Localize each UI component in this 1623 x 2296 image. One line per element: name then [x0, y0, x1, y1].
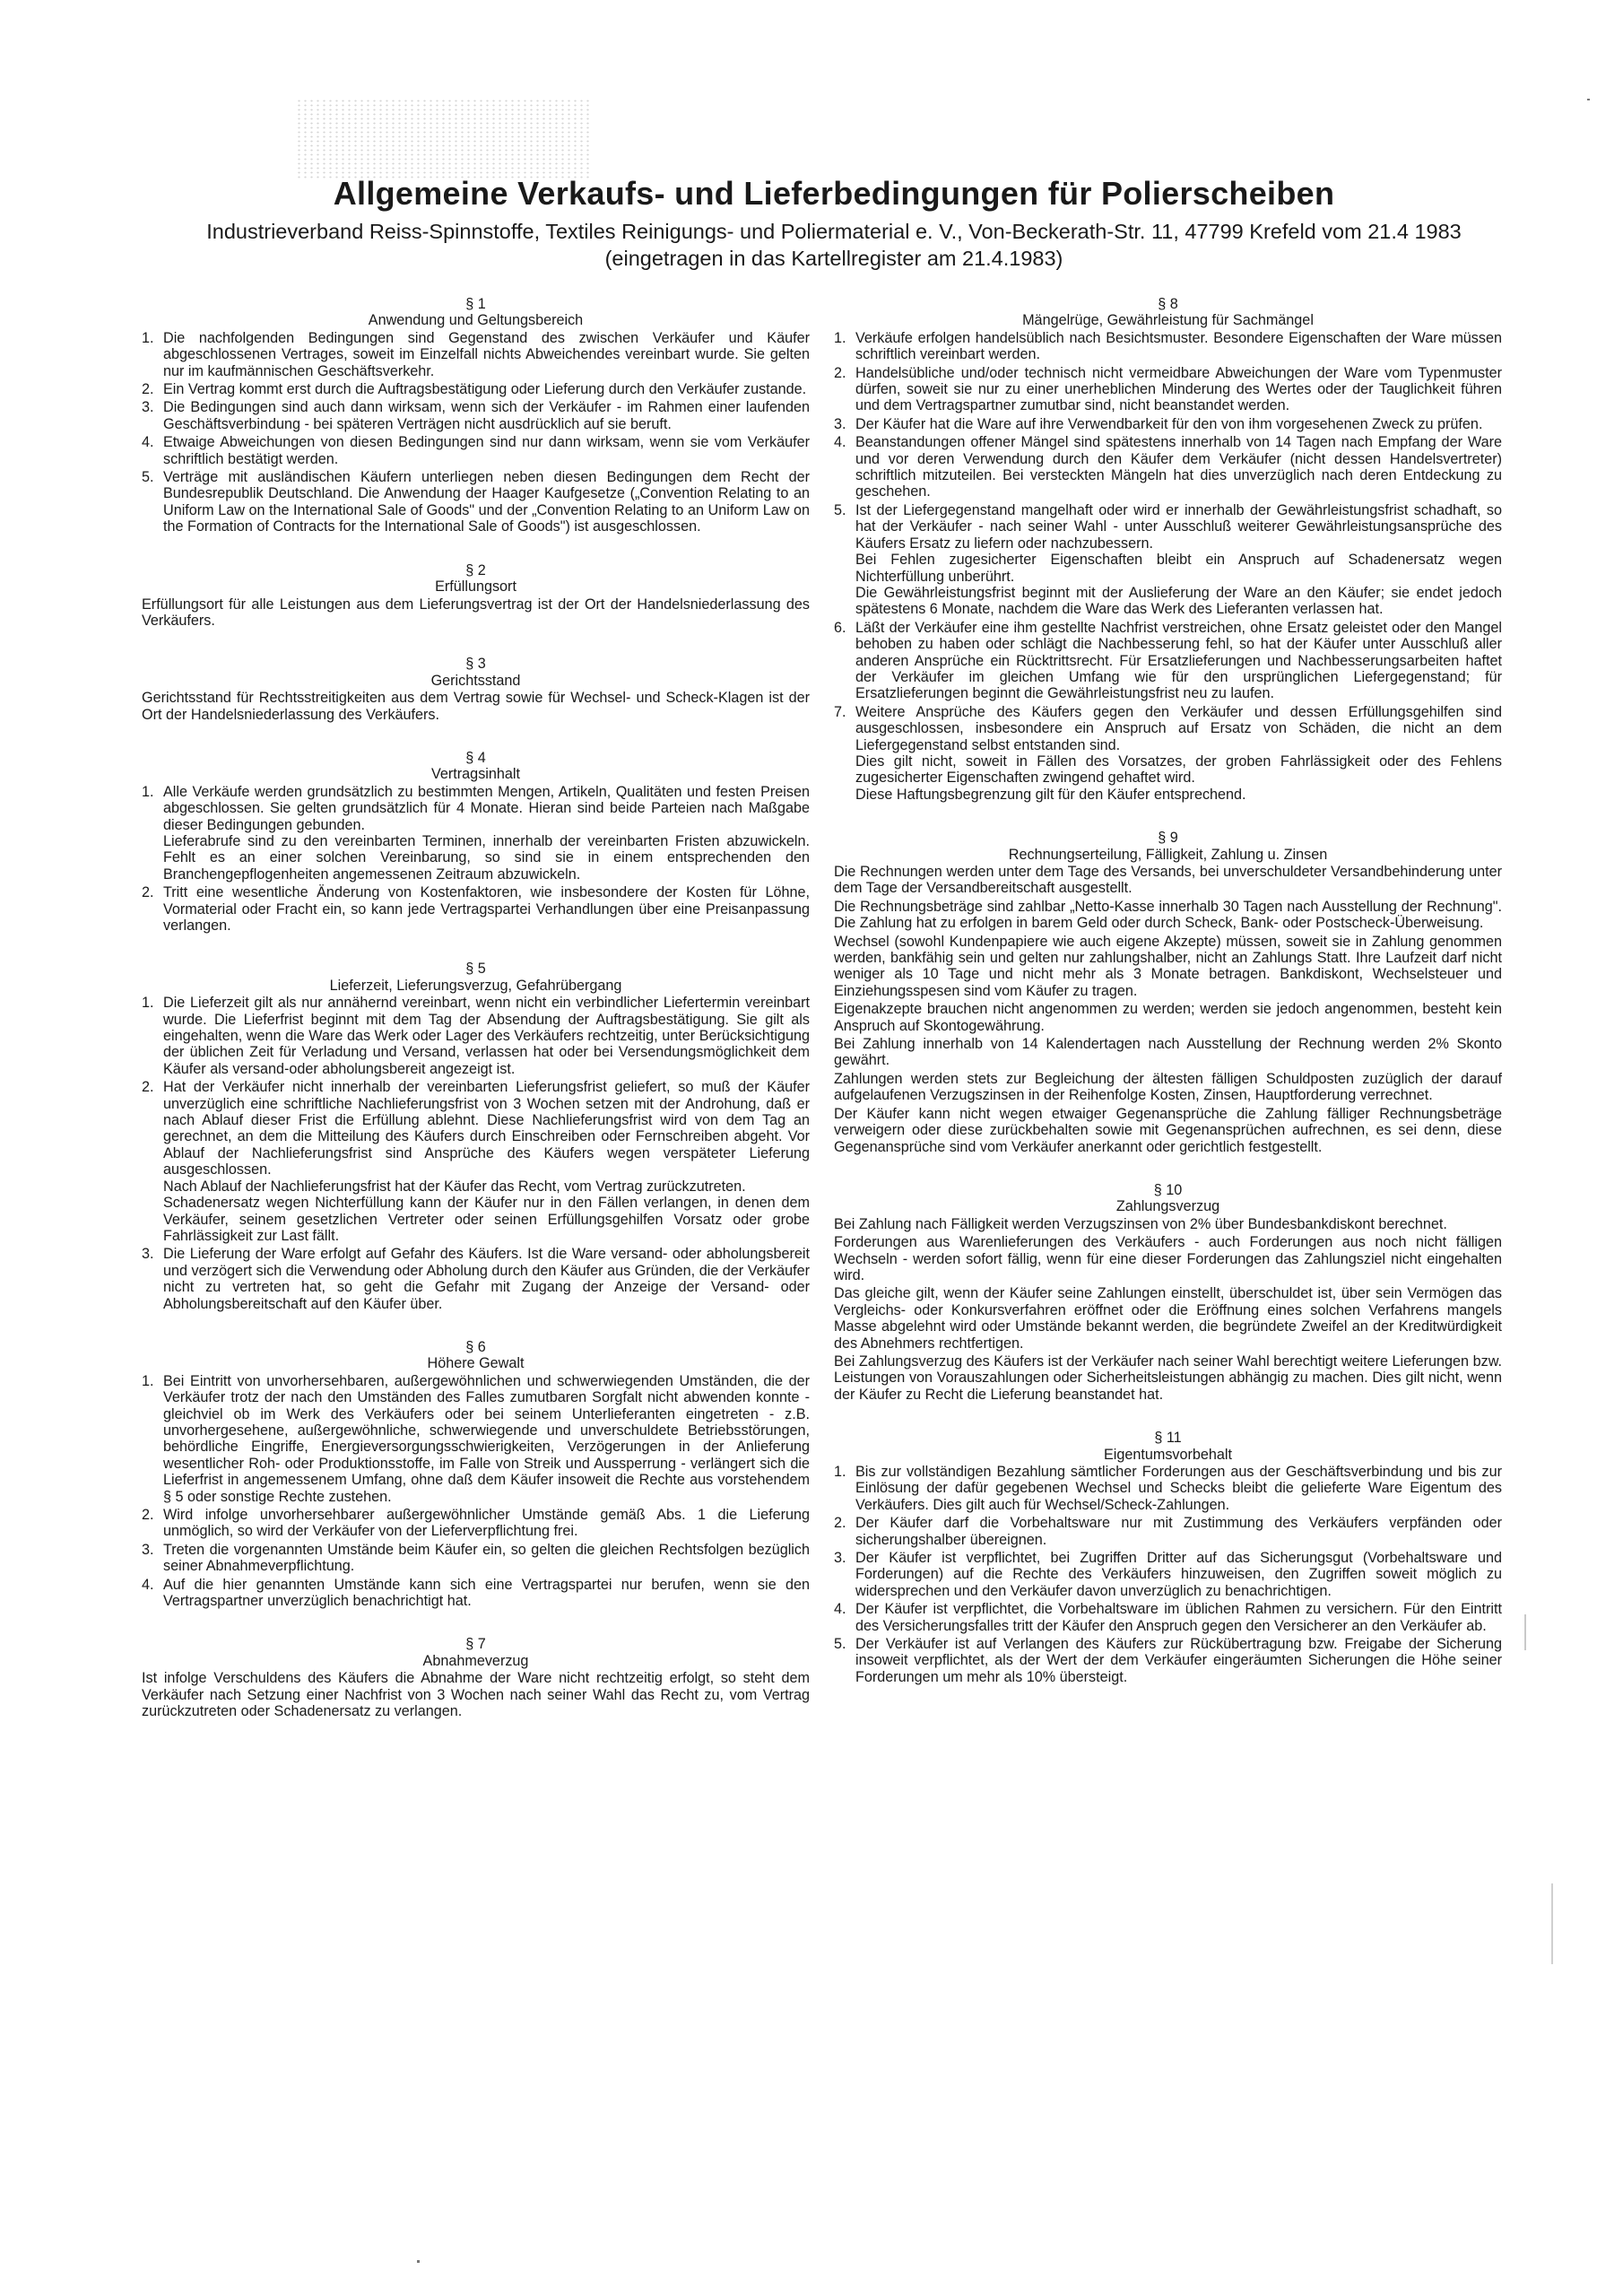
section-number: § 11 — [1154, 1430, 1182, 1447]
clause-text: Läßt der Verkäufer eine ihm gestellte Nachfrist verstreichen, ohne Ersatz geleistet oder den Mangel behoben zu haben oder schlägt die Nachbesserung fehl, so hat der Käufer unter Ausschluß aller anderen Ansprüche ein Rücktrittsrecht. Für Ersatzlieferungen und Nachbesserungsarbeiten haftet der Verkäufer im gleichen Umfang wie für den ursprünglichen Liefergegenstand; für Ersatzlieferungen beginnt die Gewährleistungsfrist neu zu laufen. — [855, 619, 1502, 702]
clause-text: Die nachfolgenden Bedingungen sind Gegenstand des zwischen Verkäufer und Käufer abgeschlossenen Vertrages, soweit im Einzelfall nichts Abweichendes vereinbart wurde. Sie gelten nur im kaufmännischen Geschäftsverkehr. — [163, 329, 810, 379]
clause — [142, 330, 810, 379]
clause-text: Der Käufer darf die Vorbehaltsware nur mit Zustimmung des Verkäufers verpfänden oder sicherungshalber übereignen. — [855, 1515, 1502, 1548]
scan-speck — [1551, 1883, 1553, 1964]
clause-number: 3. — [834, 415, 846, 432]
section-paragraph: Die Rechnungsbeträge sind zahlbar „Netto-Kasse innerhalb 30 Tagen nach Ausstellung der Rechnung". Die Zahlung hat zu erfolgen in barem Geld oder durch Scheck, Bank- oder Postscheck-Überweisung. — [834, 898, 1502, 932]
clause-text: Verkäufe erfolgen handelsüblich nach Besichtsmuster. Besondere Eigenschaften der Ware müssen schriftlich vereinbart werden. — [855, 329, 1502, 363]
section-8 — [834, 296, 1502, 803]
section-paragraph: Bei Zahlung nach Fälligkeit werden Verzugszinsen von 2% über Bundesbankdiskont berechnet. — [834, 1215, 1447, 1232]
section-title: Lieferzeit, Lieferungsverzug, Gefahrübergang — [329, 977, 622, 994]
clause-text: Alle Verkäufe werden grundsätzlich zu bestimmten Mengen, Artikeln, Qualitäten und festen Preisen abgeschlossen. Sie gelten grundsätzlich für 4 Monate. Hieran sind beide Parteien nach Maßgabe dieser Bedingungen gebunden. Lieferabrufe sind zu den vereinbarten Terminen, innerhalb der vereinbarten Fristen abzuwickeln. Fehlt es an einer solchen Vereinbarung, so sind sie in einem entsprechenden den Branchengepflogenheiten angemessenen Zeitraum abzuwickeln. — [163, 783, 810, 883]
clause — [142, 1577, 810, 1610]
clause — [142, 784, 810, 883]
section-title: Eigentumsvorbehalt — [1103, 1446, 1233, 1463]
section-1 — [142, 296, 810, 535]
clause — [142, 381, 810, 397]
right-column — [834, 296, 1502, 1712]
clause-text: Auf die hier genannten Umstände kann sich eine Vertragspartei nur berufen, wenn sie den Vertragspartner unverzüglich benachrichtigt hat. — [163, 1576, 810, 1610]
clause-number: 3. — [834, 1550, 846, 1567]
clause-number: 3. — [142, 1541, 154, 1558]
clause-list — [142, 784, 810, 935]
clause — [142, 995, 810, 1077]
clause — [834, 1550, 1502, 1599]
clause-number: 1. — [142, 783, 154, 800]
document-title: Allgemeine Verkaufs- und Lieferbedingungen für Polierscheiben — [333, 175, 1335, 212]
clause — [142, 1079, 810, 1244]
section-paragraph: Der Käufer kann nicht wegen etwaiger Gegenansprüche die Zahlung fälliger Rechnungsbeträge verweigern oder diese zurückbehalten sowie mit Gegenansprüchen aufrechnen, es sei denn, diese Gegenansprüche sind vom Verkäufer anerkannt oder gerichtlich festgestellt. — [834, 1105, 1502, 1155]
section-paragraph: Das gleiche gilt, wenn der Käufer seine Zahlungen einstellt, überschuldet ist, über sein Vermögen das Vergleichs- oder Konkursverfahren eröffnet oder die Eröffnung eines solchen Verfahrens mangels Masse abgelehnt wird oder Umstände bekannt werden, die begründete Zweifel an der Kreditwürdigkeit des Abnehmers rechtfertigen. — [834, 1285, 1502, 1352]
clause-text: Der Käufer hat die Ware auf ihre Verwendbarkeit für den von ihm vorgesehenen Zweck zu prüfen. — [855, 415, 1483, 432]
section-paragraph: Forderungen aus Warenlieferungen des Verkäufers - auch Forderungen aus noch nicht fälligen Wechseln - werden sofort fällig, wenn für eine dieser Forderungen das Zahlungsziel nicht eingehalten wird. — [834, 1234, 1502, 1283]
clause-number: 2. — [142, 884, 154, 901]
clause-number: 2. — [142, 1507, 154, 1523]
section-3 — [142, 656, 810, 723]
document-header — [135, 175, 1533, 272]
clause — [142, 1542, 810, 1575]
clause-number: 6. — [834, 619, 846, 636]
section-number: § 5 — [465, 961, 486, 978]
section-7 — [142, 1636, 810, 1719]
clause-text: Der Käufer ist verpflichtet, bei Zugriffen Dritter auf das Sicherungsgut (Vorbehaltsware und Forderungen) auf die Rechte des Verkäufers hinzuweisen, den Zugriffen soweit möglich zu widersprechen und den Verkäufer davon unverzüglich zu benachrichtigen. — [855, 1550, 1502, 1599]
clause — [834, 1464, 1502, 1513]
clause-number: 4. — [142, 1576, 154, 1593]
clause-number: 5. — [834, 1636, 846, 1653]
section-number: § 4 — [465, 749, 486, 766]
clause — [142, 884, 810, 934]
clause-number: 4. — [834, 434, 846, 451]
clause — [142, 434, 810, 467]
clause-text: Der Verkäufer ist auf Verlangen des Käufers zur Rückübertragung bzw. Freigabe der Sicherung insoweit verpflichtet, als der Wert der dem Verkäufer eingeräumten Sicherungen die Höhe seiner Forderungen um mehr als 10% übersteigt. — [855, 1636, 1502, 1685]
clause-text: Etwaige Abweichungen von diesen Bedingungen sind nur dann wirksam, wenn sie vom Verkäufer schriftlich bestätigt werden. — [163, 434, 810, 467]
section-title: Abnahmeverzug — [422, 1652, 529, 1669]
scan-speck — [417, 2260, 420, 2263]
section-text: Erfüllungsort für alle Leistungen aus dem Lieferungsvertrag ist der Ort der Handelsniederlassung des Verkäufers. — [142, 596, 810, 629]
clause — [834, 1601, 1502, 1634]
clause-text: Hat der Verkäufer nicht innerhalb der vereinbarten Lieferungsfrist geliefert, so muß der Käufer unverzüglich eine schriftliche Nachlieferungsfrist von 3 Wochen setzen mit der Androhung, daß er nach Ablauf dieser Frist die Erfüllung ablehnt. Diese Nachlieferungsfrist wird von dem Tag an gerechnet, an dem die Mitteilung des Käufers durch Einschreiben oder Fernschreiben abgeht. Vor Ablauf der Nachlieferungsfrist sind Ansprüche des Käufers wegen verspäteter Lieferung ausgeschlossen. Nach Ablauf der Nachlieferungsfrist hat der Käufer das Recht, vom Vertrag zurückzutreten. Schadenersatz wegen Nichterfüllung kann der Käufer nur in den Fällen verlangen, in denen dem Verkäufer, seinem gesetzlichen Vertreter oder seinen Erfüllungsgehilfen Vorsatz oder grobe Fahrlässigkeit zur Last fällt. — [163, 1079, 810, 1244]
clause — [142, 469, 810, 535]
clause-text: Ein Vertrag kommt erst durch die Auftragsbestätigung oder Lieferung durch den Verkäufer zustande. — [163, 381, 807, 398]
clause-number: 4. — [142, 434, 154, 451]
clause-number: 3. — [142, 1246, 154, 1263]
clause-number: 3. — [142, 399, 154, 416]
clause-number: 5. — [834, 501, 846, 518]
clause — [142, 1246, 810, 1312]
clause-text: Verträge mit ausländischen Käufern unterliegen neben diesen Bedingungen dem Recht der Bundesrepublik Deutschland. Die Anwendung der Haager Kaufgesetze („Convention Relating to an Uniform Law on the International Sale of Goods" und der „Convention Relating to an Uniform Law on the Formation of Contracts for the International Sale of Goods") ist ausgeschlossen. — [163, 469, 810, 535]
clause-text: Bis zur vollständigen Bezahlung sämtlicher Forderungen aus der Geschäftsverbindung und bis zur Einlösung der dafür gegebenen Wechsel und Schecks bleibt die gelieferte Ware Eigentum des Verkäufers. Dies gilt auch für Wechsel/Scheck-Zahlungen. — [855, 1464, 1502, 1513]
clause-number: 4. — [834, 1601, 846, 1618]
clause-text: Der Käufer ist verpflichtet, die Vorbehaltsware im üblichen Rahmen zu versichern. Für den Eintritt des Versicherungsfalles tritt der Käufer den Anspruch gegen den Versicherer an den Verkäufer ab. — [855, 1601, 1502, 1634]
section-6 — [142, 1339, 810, 1610]
section-number: § 2 — [465, 561, 486, 578]
clause-text: Tritt eine wesentliche Änderung von Kostenfaktoren, wie insbesondere der Kosten für Löhne, Vormaterial oder Fracht ein, so kann jede Vertragspartei Verhandlungen über eine Preisanpassung verlangen. — [163, 884, 810, 934]
section-5 — [142, 961, 810, 1312]
clause — [834, 330, 1502, 363]
section-paragraph: Eigenakzepte brauchen nicht angenommen zu werden; werden sie jedoch angenommen, besteht kein Anspruch auf Skontogewährung. — [834, 1001, 1502, 1034]
section-number: § 3 — [465, 656, 486, 673]
clause — [834, 620, 1502, 702]
clause-number: 1. — [834, 329, 846, 346]
section-title: Rechnungserteilung, Fälligkeit, Zahlung u. Zinsen — [1008, 846, 1328, 863]
section-4 — [142, 750, 810, 934]
clause-text: Treten die vorgenannten Umstände beim Käufer ein, so gelten die gleichen Rechtsfolgen bezüglich seiner Abnahmeverpflichtung. — [163, 1541, 810, 1575]
section-number: § 8 — [1158, 296, 1178, 312]
registry-line: (eingetragen in das Kartellregister am 21.4.1983) — [604, 247, 1063, 270]
section-title: Zahlungsverzug — [1115, 1198, 1220, 1215]
scan-speck — [1587, 99, 1590, 100]
section-title: Erfüllungsort — [435, 578, 516, 596]
section-paragraph: Zahlungen werden stets zur Begleichung der ältesten fälligen Schuldposten zuzüglich der darauf aufgelaufenen Verzugszinsen in der Reihenfolge Kosten, Zinsen, Hauptforderung verrechnet. — [834, 1070, 1502, 1104]
clause-text: Weitere Ansprüche des Käufers gegen den Verkäufer und dessen Erfüllungsgehilfen sind ausgeschlossen, insbesondere ein Anspruch auf Ersatz von Schäden, die nicht an dem Liefergegenstand selbst entstanden sind. Dies gilt nicht, soweit in Fällen des Vorsatzes, der groben Fahrlässigkeit oder des Fehlens zugesicherter Eigenschaften zwingend gehaftet wird. Diese Haftungsbegrenzung gilt für den Käufer entsprechend. — [855, 703, 1502, 803]
clause-number: 2. — [142, 381, 154, 398]
clause-number: 2. — [142, 1079, 154, 1096]
clause-text: Wird infolge unvorhersehbarer außergewöhnlicher Umstände gemäß Abs. 1 die Lieferung unmöglich, so wird der Verkäufer von der Lieferverpflichtung frei. — [163, 1507, 810, 1540]
section-number: § 6 — [465, 1338, 486, 1355]
clause-number: 1. — [142, 1372, 154, 1389]
clause — [142, 399, 810, 432]
section-2 — [142, 562, 810, 630]
clause — [142, 1373, 810, 1505]
section-paragraph: Wechsel (sowohl Kundenpapiere wie auch eigene Akzepte) müssen, soweit sie in Zahlung genommen werden, bankfähig sein und gelten nur zahlungshalber, nicht an Zahlungs Statt. Ihre Laufzeit darf nicht weniger als 10 Tage und nicht mehr als 3 Monate betragen. Bankdiskont, Wechselsteuer und Einziehungsspesen sind vom Käufer zu tragen. — [834, 933, 1502, 999]
scan-speck — [1524, 1614, 1526, 1650]
issuer-line: Industrieverband Reiss-Spinnstoffe, Textiles Reinigungs- und Poliermaterial e. V., Von-Beckerath-Str. 11, 47799 Krefeld vom 21.4 1983 — [206, 220, 1462, 243]
clause — [834, 416, 1502, 432]
section-number: § 1 — [465, 296, 486, 312]
section-paragraph: Die Rechnungen werden unter dem Tage des Versands, bei unverschuldeter Versandbehinderung unter dem Tage der Versandbereitschaft ausgestellt. — [834, 864, 1502, 897]
clause — [834, 365, 1502, 414]
section-9 — [834, 830, 1502, 1155]
section-title: Vertragsinhalt — [431, 766, 520, 783]
clause — [834, 1515, 1502, 1548]
section-number: § 10 — [1153, 1181, 1183, 1198]
clause-text: Die Lieferung der Ware erfolgt auf Gefahr des Käufers. Ist die Ware versand- oder abholungsbereit und verzögert sich die Verwendung oder Abholung durch den Käufer aus Gründen, die der Verkäufer nicht zu vertreten hat, so geht die Gefahr mit Zugang der Anzeige der Versand- oder Abholungsbereitschaft auf den Käufer über. — [163, 1246, 810, 1312]
section-paragraph: Bei Zahlungsverzug des Käufers ist der Verkäufer nach seiner Wahl berechtigt weitere Lieferungen bzw. Leistungen von Vorauszahlungen oder Sicherheitsleistungen abhängig zu machen. Dies gilt nicht, wenn der Käufer zu Recht die Lieferung beanstandet hat. — [834, 1352, 1502, 1403]
clause-number: 1. — [142, 329, 154, 346]
clause-list — [834, 1464, 1502, 1685]
clause-text: Die Bedingungen sind auch dann wirksam, wenn sich der Verkäufer - im Rahmen einer laufenden Geschäftsverbindung - bei späteren Verträgen nicht ausdrücklich auf sie beruft. — [163, 399, 810, 432]
clause — [834, 502, 1502, 618]
clause — [834, 704, 1502, 803]
clause-number: 1. — [142, 995, 154, 1012]
clause-text: Beanstandungen offener Mängel sind spätestens innerhalb von 14 Tagen nach Empfang der Ware und vor deren Verwendung durch den Käufer dem Verkäufer (nicht dessen Handelsvertreter) schriftlich mitzuteilen. Bei versteckten Mängeln hat dies unverzüglich nach deren Entdeckung zu geschehen. — [855, 434, 1502, 500]
clause-number: 2. — [834, 1515, 846, 1532]
section-text: Gerichtsstand für Rechtsstreitigkeiten aus dem Vertrag sowie für Wechsel- und Scheck-Klagen ist der Ort der Handelsniederlassung des Verkäufers. — [142, 690, 810, 723]
section-paragraph: Bei Zahlung innerhalb von 14 Kalendertagen nach Ausstellung der Rechnung werden 2% Skonto gewährt. — [834, 1036, 1502, 1069]
clause-number: 1. — [834, 1464, 846, 1480]
scan-noise — [296, 99, 592, 179]
clause-list — [142, 330, 810, 535]
clause-number: 7. — [834, 703, 846, 720]
clause-text: Handelsübliche und/oder technisch nicht vermeidbare Abweichungen der Ware vom Typenmuster dürfen, soweit sie nur zu einer unerheblichen Minderung des Wertes oder der Tauglichkeit führen und dem Vertragspartner zumutbar sind, nicht beanstandet werden. — [855, 364, 1502, 414]
clause — [142, 1507, 810, 1540]
section-title: Mängelrüge, Gewährleistung für Sachmängel — [1022, 312, 1314, 329]
section-number: § 9 — [1158, 830, 1178, 847]
section-text: Ist infolge Verschuldens des Käufers die Abnahme der Ware nicht rechtzeitig erfolgt, so steht dem Verkäufer nach Setzung einer Nachfrist von 3 Wochen nach seiner Wahl das Recht zu, vom Vertrag zurückzutreten oder Schadenersatz zu verlangen. — [142, 1670, 810, 1720]
section-11 — [834, 1430, 1502, 1685]
clause-number: 2. — [834, 364, 846, 381]
clause — [834, 1636, 1502, 1685]
clause-text: Ist der Liefergegenstand mangelhaft oder wird er innerhalb der Gewährleistungsfrist schadhaft, so hat der Verkäufer - nach seiner Wahl - unter Ausschluß weiterer Gewährleistungsansprüche des Käufers Ersatz zu liefern oder nachzubessern. Bei Fehlen zugesicherter Eigenschaften bleibt ein Anspruch auf Schadenersatz wegen Nichterfüllung unberührt. Die Gewährleistungsfrist beginnt mit der Auslieferung der Ware an den Käufer; sie endet jedoch spätestens 6 Monate, nachdem die Ware das Werk des Lieferanten verlassen hat. — [855, 501, 1502, 618]
section-title: Gerichtsstand — [430, 672, 521, 689]
clause-text: Bei Eintritt von unvorhersehbaren, außergewöhnlichen und schwerwiegenden Umständen, die der Verkäufer trotz der nach den Umständen des Falles zumutbaren Sorgfalt nicht abwenden konnte - gleichviel ob im Werk des Verkäufers oder bei seinem Unterlieferanten eingetreten - z.B. unvorhergesehene, außergewöhnliche, schwerwiegende und unverschuldete Betriebsstörungen, behördliche Eingriffe, Energieversorgungsschwierigkeiten, Verzögerungen in der Anlieferung wesentlicher Roh- oder Produktionsstoffe, im Falle von Streik und Aussperrung - verlängert sich die Lieferfrist in angemessenem Umfang, ohne daß dem Käufer insoweit die Rechte aus vorstehendem § 5 oder sonstige Rechte zustehen. — [163, 1372, 810, 1505]
clause-list — [142, 995, 810, 1312]
clause-number: 5. — [142, 469, 154, 486]
section-title: Höhere Gewalt — [427, 1355, 525, 1372]
section-number: § 7 — [465, 1636, 486, 1653]
section-10 — [834, 1182, 1502, 1403]
section-title: Anwendung und Geltungsbereich — [368, 312, 584, 329]
clause-list — [834, 330, 1502, 803]
clause-text: Die Lieferzeit gilt als nur annähernd vereinbart, wenn nicht ein verbindlicher Liefertermin vereinbart wurde. Die Lieferfrist beginnt mit dem Tag der Absendung der Auftragsbestätigung. Sie gilt als eingehalten, wenn die Ware das Werk oder Lager des Verkäufers rechtzeitig, unter Berücksichtigung der üblichen Zeit für Verladung und Versand, verlassen hat oder bei Versendungsmöglichkeit dem Käufer als versand-oder abholungsbereit angezeigt ist. — [163, 995, 810, 1077]
clause-list — [142, 1373, 810, 1610]
clause — [834, 434, 1502, 500]
left-column — [142, 296, 810, 1746]
